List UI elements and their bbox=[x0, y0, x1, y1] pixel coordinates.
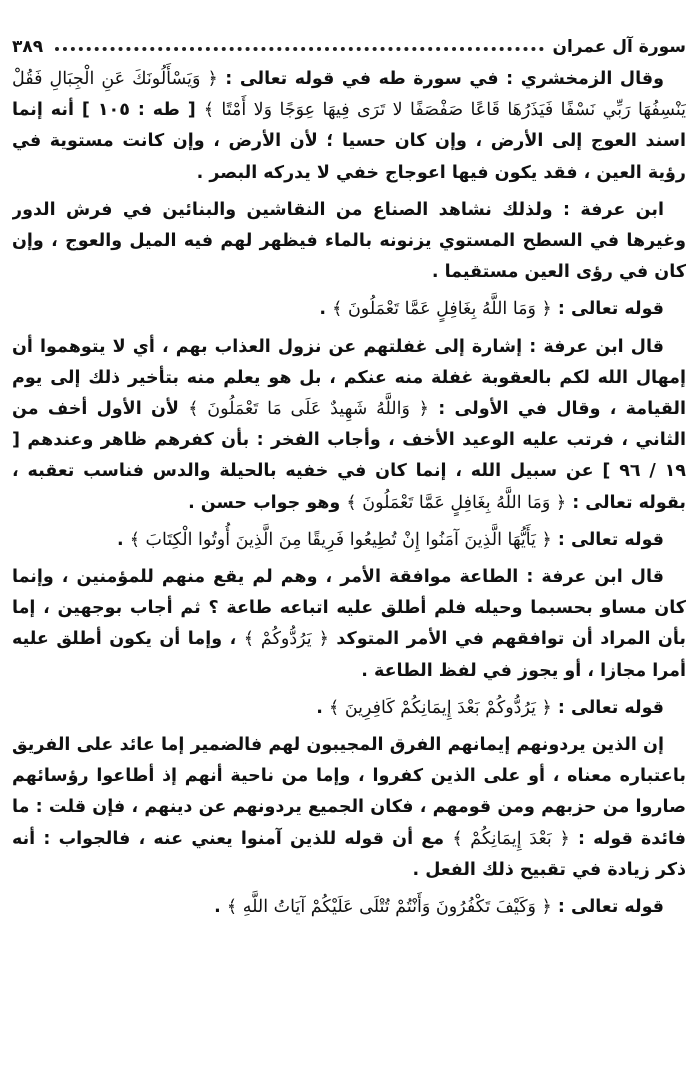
running-header bbox=[12, 30, 686, 64]
paragraph bbox=[12, 195, 686, 289]
paragraph bbox=[12, 294, 686, 325]
paragraph-text: [ طه : ١٠٥ ] أنه إنما اسند العوج إلى الأرض ، وإن كان حسيا ؛ لأن الأرض ، وإن كانت مستوية في رؤية العين ، فقد يكون فيها اعوجاج خفي لا يدركه البصر . bbox=[12, 100, 686, 183]
paragraph-text: قال ابن عرفة : إشارة إلى غفلتهم عن نزول العذاب بهم ، أي لا يتوهموا أن إمهال الله لكم بالعقوبة غفلة منه عنكم ، بل هو يعلم منه بتأخير ذلك إلى يوم القيامة ، وقال في الأولى : bbox=[12, 336, 686, 420]
quran-verse: ﴿ وَكَيْفَ تَكْفُرُونَ وَأَنْتُمْ تُتْلَى عَلَيْكُمْ آيَاتُ اللَّهِ ﴾ bbox=[226, 897, 552, 918]
paragraph bbox=[12, 525, 686, 556]
quran-verse: ﴿ وَاللَّهُ شَهِيدٌ عَلَى مَا تَعْمَلُونَ ﴾ bbox=[188, 399, 429, 420]
paragraph bbox=[12, 892, 686, 923]
paragraph bbox=[12, 332, 686, 519]
header-dotted-rule bbox=[55, 47, 544, 51]
paragraph-text: . bbox=[214, 897, 221, 918]
paragraph-text: إن الذين يردونهم إيمانهم الفرق المجيبون لهم فالضمير إما عائد على الفريق باعتباره معناه ، أو على الذين كفروا ، وإما من ناحية أنهم إذ أطاعوا رؤسائهم صاروا من حزبهم ومن قومهم ، فكان الجميع يردونهم عن دينهم ، فإن قلت : ما فائدة قوله : bbox=[12, 735, 686, 849]
paragraph bbox=[12, 64, 686, 189]
quran-verse: ﴿ وَيَسْأَلُونَكَ عَنِ الْجِبَالِ فَقُلْ يَنْسِفُهَا رَبِّي نَسْفًا فَيَذَرُهَا قَاعًا صَفْصَفًا لا تَرَى فِيهَا عِوَجًا وَلا أَمْتًا ﴾ bbox=[12, 69, 686, 121]
quran-verse: ﴿ يَأَيُّهَا الَّذِينَ آمَنُوا إِنْ تُطِيعُوا فَرِيقًا مِنَ الَّذِينَ أُوتُوا الْكِتَابَ ﴾ bbox=[129, 529, 552, 550]
paragraph-text: قوله تعالى : bbox=[557, 299, 664, 320]
paragraph-text: ، وإما أن يكون أطلق عليه أمرا مجازا ، أو يجوز في لفظ الطاعة . bbox=[12, 629, 686, 681]
quran-verse: ﴿ وَمَا اللَّهُ بِغَافِلٍ عَمَّا تَعْمَلُونَ ﴾ bbox=[332, 299, 552, 320]
paragraph-text: وقال الزمخشري : في سورة طه في قوله تعالى : bbox=[225, 69, 664, 89]
page-body bbox=[12, 64, 686, 923]
paragraph-text: . bbox=[319, 299, 327, 320]
paragraph-text: ابن عرفة : ولذلك نشاهد الصناع من النقاشين والبنائين في فرش الدور وغيرها في السطح المستوي يزنونه بالماء فيظهر لهم فيه الميل والعوج ، وإن كان في رؤى العين مستقيما . bbox=[12, 199, 686, 283]
quran-verse: ﴿ يَرُدُّوكُمْ بَعْدَ إِيمَانِكُمْ كَافِرِينَ ﴾ bbox=[329, 697, 552, 718]
page-number: ٣٨٩ bbox=[12, 37, 44, 57]
paragraph-text: قوله تعالى : bbox=[557, 897, 664, 918]
paragraph-text: قوله تعالى : bbox=[557, 697, 664, 718]
paragraph-text: قوله تعالى : bbox=[557, 529, 664, 550]
paragraph-text: . bbox=[116, 529, 124, 550]
book-page bbox=[12, 30, 686, 1080]
paragraph-text: وهو جواب حسن . bbox=[188, 492, 341, 513]
quran-verse: ﴿ بَعْدَ إِيمَانِكُمْ ﴾ bbox=[452, 828, 570, 849]
paragraph-text: قال ابن عرفة : الطاعة موافقة الأمر ، وهم لم يقع منهم للمؤمنين ، وإنما كان مساو بحسبما وحيله فلم أطلق عليه اتباعه طاعة ؟ ثم أجاب بوجهين ، إما بأن المراد أن توافقهم في الأمر المتوكد bbox=[12, 567, 686, 650]
quran-verse: ﴿ يَرُدُّوكُمْ ﴾ bbox=[243, 629, 329, 650]
running-title: سورة آل عمران bbox=[552, 37, 686, 57]
paragraph-text: . bbox=[316, 697, 323, 718]
paragraph-text: مع أن قوله للذين آمنوا يعني عنه ، فالجواب : أنه ذكر زيادة في تقبيح ذلك الفعل . bbox=[12, 828, 686, 880]
paragraph-text: لأن الأول أخف من الثاني ، فرتب عليه الوعيد الأخف ، وأجاب الفخر : بأن كفرهم ظاهر وعندهم [ ١٩ / ٩٦ ] عن سبيل الله ، إنما كان في خفيه بالحيلة والدس فناسب تعقبه ، بقوله تعالى : bbox=[12, 399, 686, 513]
quran-verse: ﴿ وَمَا اللَّهُ بِغَافِلٍ عَمَّا تَعْمَلُونَ ﴾ bbox=[346, 492, 567, 513]
paragraph bbox=[12, 730, 686, 886]
paragraph bbox=[12, 693, 686, 724]
paragraph bbox=[12, 562, 686, 687]
